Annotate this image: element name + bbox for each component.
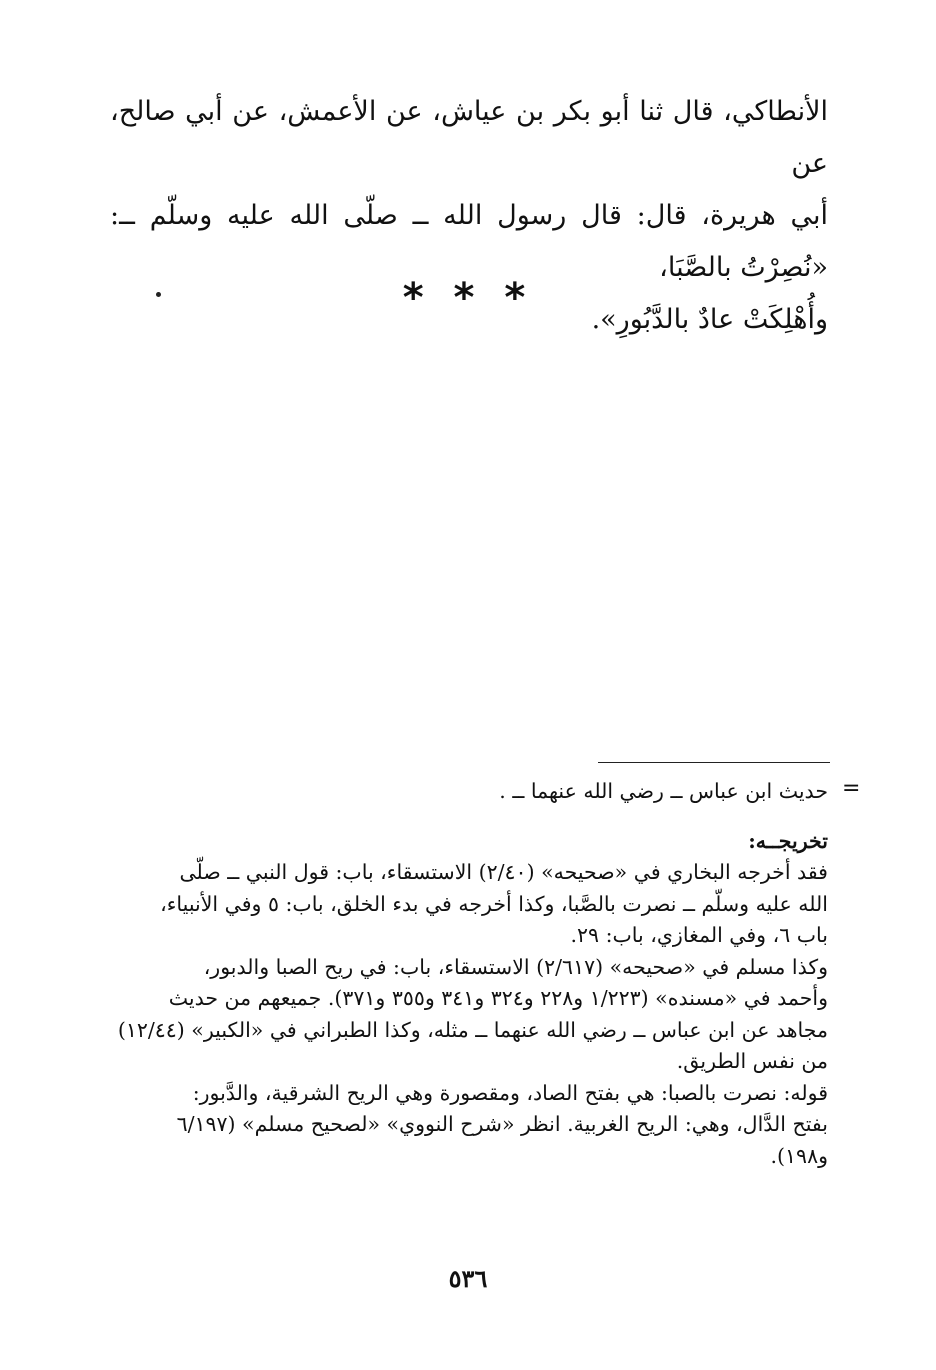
footnote-heading: تخريجــه: [748, 828, 828, 853]
main-text-line-3: وأُهْلِكَتْ عادٌ بالدَّبُورِ». [591, 304, 828, 335]
footnotes-section [117, 776, 828, 1172]
footnote-continuation-mark: = [842, 776, 861, 801]
main-text-line-1: الأنطاكي، قال ثنا أبو بكر بن عياش، عن الأعمش، عن أبي صالح، عن [110, 96, 828, 179]
main-text-line-2: أبي هريرة، قال: قال رسول الله ــ صلّى الله عليه وسلّم ــ: «نُصِرْتُ بالصَّبَا، [110, 200, 828, 283]
footnote-line-3: باب ٦، وفي المغازي، باب: ٢٩. [570, 923, 828, 947]
footnote-gap [122, 808, 828, 826]
page-number: ٥٣٦ [448, 1264, 488, 1293]
footnote-line-8: قوله: نصرت بالصبا: هي بفتح الصاد، ومقصورة وهي الريح الشرقية، والدَّبور: [192, 1080, 828, 1105]
footnote-line-2: الله عليه وسلّم ــ نصرت بالصَّبا، وكذا أخرجه في بدء الخلق، باب: ٥ وفي الأنبياء، [160, 891, 828, 916]
footnote-line-7: من نفس الطريق. [676, 1049, 828, 1073]
footnote-line-9: بفتح الدَّال، وهي: الريح الغربية. انظر «شرح النووي» «لصحيح مسلم» (٦/١٩٧ [176, 1112, 828, 1136]
footnote-intro: حديث ابن عباس ــ رضي الله عنهما ــ . [499, 779, 828, 803]
footnote-line-4: وكذا مسلم في «صحيحه» (٢/٦١٧) الاستسقاء، باب: في ريح الصبا والدبور، [203, 954, 828, 979]
footnote-divider [598, 762, 830, 763]
footnote-line-5: وأحمد في «مسنده» (١/٢٢٣ و٢٢٨ و٣٢٤ و٣٤١ و٣٥٥ و٣٧١). جميعهم من حديث [168, 986, 828, 1010]
section-separator: * * * [402, 275, 534, 321]
footnote-line-1: فقد أخرجه البخاري في «صحيحه» (٢/٤٠) الاستسقاء، باب: قول النبي ــ صلّى [179, 860, 828, 884]
footnote-line-10: و١٩٨). [770, 1143, 828, 1168]
print-speck [156, 292, 161, 297]
footnote-line-6: مجاهد عن ابن عباس ــ رضي الله عنهما ــ مثله، وكذا الطبراني في «الكبير» (١٢/٤٤) [117, 1017, 828, 1042]
